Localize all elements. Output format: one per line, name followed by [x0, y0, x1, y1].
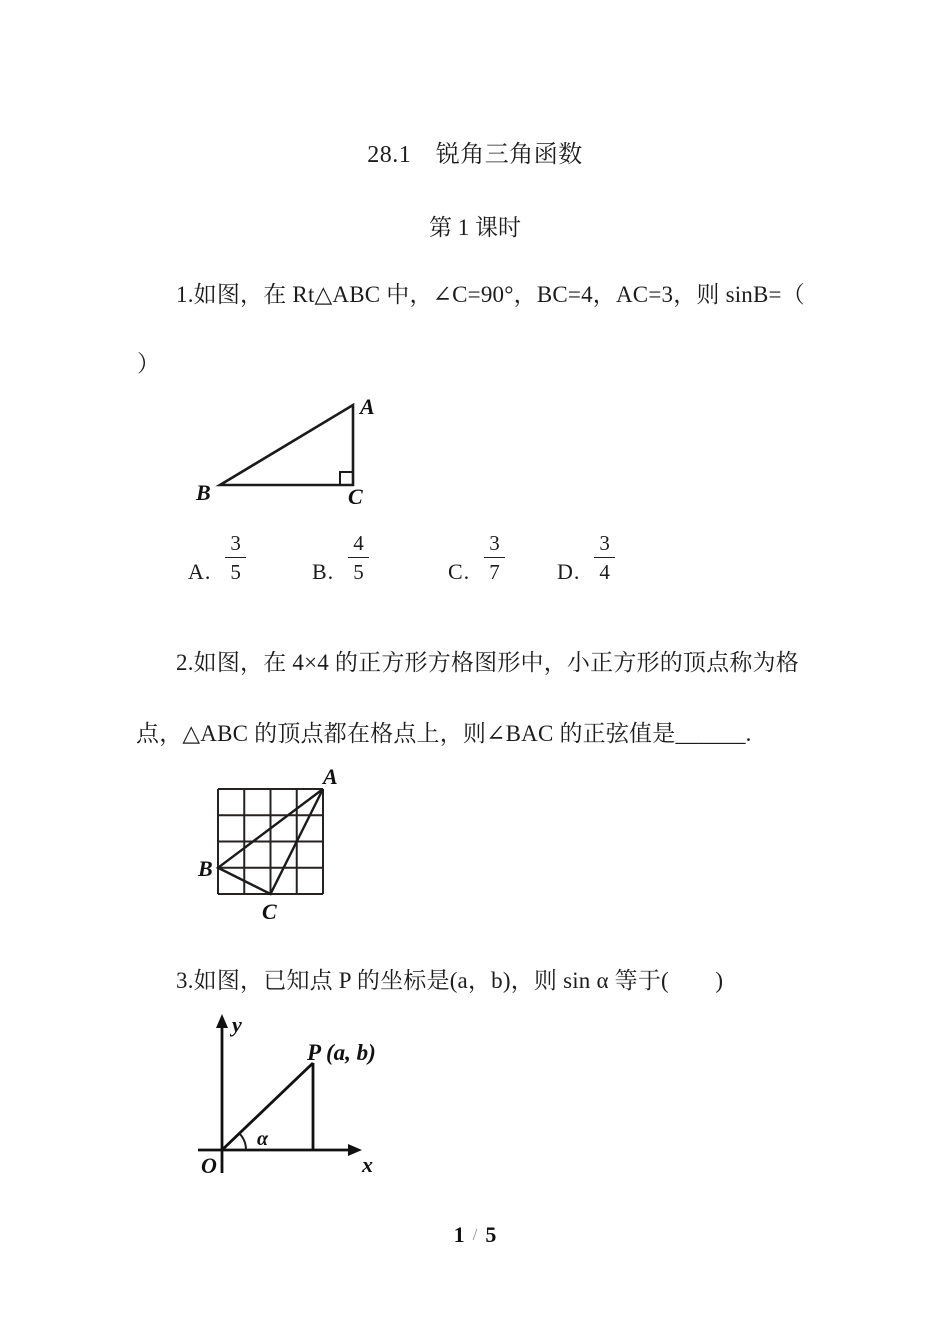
- origin-label: O: [201, 1153, 217, 1178]
- angle-alpha-label: α: [257, 1128, 269, 1150]
- option-d-fraction: [594, 531, 615, 584]
- page-title: 28.1 锐角三角函数: [367, 142, 583, 168]
- fraction-numerator: 3: [484, 531, 505, 558]
- grid-lines: [218, 789, 323, 894]
- current-page: 1: [453, 1222, 465, 1247]
- option-b-label: B.: [312, 558, 335, 584]
- question-3-text: 3.如图，已知点 P 的坐标是(a，b)，则 sin α 等于( ): [176, 968, 724, 993]
- fraction-numerator: 3: [225, 531, 246, 558]
- triangle-outline: [220, 405, 353, 485]
- option-c-label: C.: [448, 558, 471, 584]
- option-d: [557, 531, 615, 584]
- fraction-denominator: 5: [230, 560, 241, 585]
- fraction-denominator: 5: [353, 560, 364, 585]
- page-number: [0, 1222, 950, 1248]
- question-2-text-line2: 点，△ABC 的顶点都在格点上，则∠BAC 的正弦值是______.: [136, 721, 752, 746]
- vertex-b-label: B: [196, 480, 211, 505]
- angle-arc: [239, 1133, 246, 1150]
- grid-vertex-c-label: C: [262, 899, 277, 924]
- option-d-label: D.: [557, 558, 581, 584]
- option-a-label: A.: [188, 558, 212, 584]
- fraction-denominator: 7: [489, 560, 500, 585]
- q1-right-triangle-figure: [182, 392, 422, 517]
- option-c: [448, 531, 505, 584]
- y-axis-label: y: [232, 1012, 242, 1037]
- page-separator: /: [472, 1225, 478, 1244]
- q3-coordinate-figure: [185, 1012, 430, 1187]
- fraction-denominator: 4: [599, 560, 610, 585]
- question-1-text: 1.如图，在 Rt△ABC 中，∠C=90°，BC=4，AC=3，则 sinB=（: [176, 282, 805, 307]
- y-axis-arrow: [216, 1014, 228, 1028]
- x-axis-arrow: [348, 1144, 362, 1156]
- fraction-numerator: 3: [594, 531, 615, 558]
- lesson-subtitle: 第 1 课时: [429, 215, 521, 240]
- grid-vertex-a-label: A: [323, 764, 338, 789]
- x-axis-label: x: [362, 1152, 373, 1177]
- question-2-text-line1: 2.如图，在 4×4 的正方形方格图形中，小正方形的顶点称为格: [176, 650, 799, 675]
- option-b-fraction: [348, 531, 369, 584]
- q2-grid-figure: [195, 763, 360, 925]
- option-c-fraction: [484, 531, 505, 584]
- question-1-close-paren: ）: [137, 351, 161, 376]
- point-p-label: P (a, b): [307, 1040, 376, 1065]
- fraction-numerator: 4: [348, 531, 369, 558]
- vertex-a-label: A: [360, 394, 375, 419]
- option-a: [188, 531, 246, 584]
- option-a-fraction: [225, 531, 246, 584]
- vertex-c-label: C: [348, 484, 363, 509]
- grid-vertex-b-label: B: [198, 856, 213, 881]
- option-b: [312, 531, 369, 584]
- total-pages: 5: [485, 1222, 497, 1247]
